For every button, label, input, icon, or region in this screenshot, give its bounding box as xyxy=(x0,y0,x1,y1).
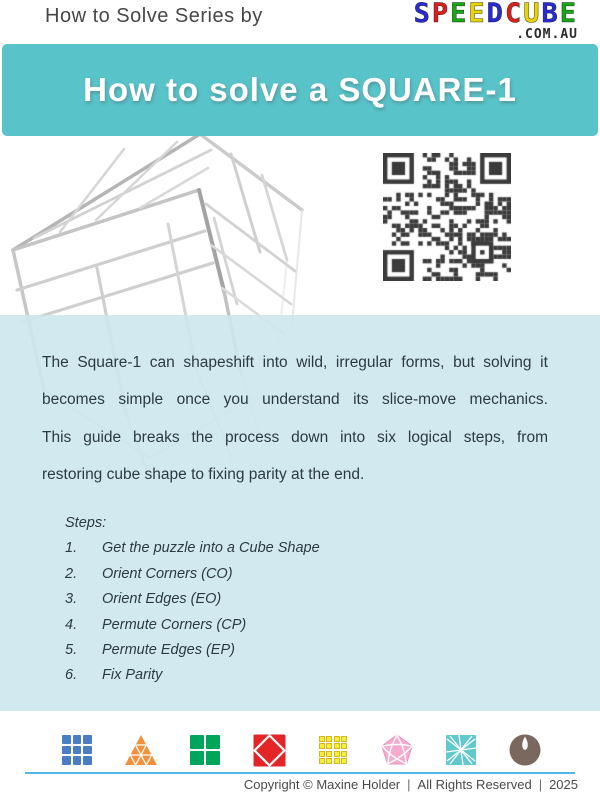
logo-domain: .COM.AU xyxy=(516,27,578,42)
step-item xyxy=(65,536,320,561)
step-number: 1. xyxy=(65,540,78,557)
logo-letter: E xyxy=(468,0,487,29)
steps-heading-label: Steps: xyxy=(65,515,107,531)
step-label: Permute Edges (EP) xyxy=(102,642,235,659)
footer-divider xyxy=(25,772,575,774)
title-banner xyxy=(2,44,598,136)
year-text: 2025 xyxy=(549,777,578,792)
intro-line: becomes simple once you understand its slice-move mechanics. xyxy=(42,391,548,409)
footer-separator: | xyxy=(407,777,411,792)
cube-2x2-grid xyxy=(190,735,220,765)
logo-letter: E xyxy=(559,0,578,29)
logo-letter: C xyxy=(504,0,524,29)
step-item xyxy=(65,638,320,663)
step-number: 6. xyxy=(65,667,78,684)
intro-line: The Square-1 can shapeshift into wild, irregular forms, but solving it xyxy=(42,353,548,371)
step-number: 4. xyxy=(65,616,78,633)
square1-icon xyxy=(444,733,478,767)
step-label: Permute Corners (CP) xyxy=(102,616,247,633)
logo-letter: B xyxy=(541,0,560,29)
speedcube-logo-wordmark xyxy=(414,0,578,27)
copyright-text: Copyright © Maxine Holder xyxy=(243,777,401,792)
steps-heading xyxy=(65,511,320,536)
step-label: Fix Parity xyxy=(102,667,163,684)
cube-4x4-grid xyxy=(319,736,348,765)
logo-letter: E xyxy=(450,0,469,29)
puzzle-icon-row xyxy=(60,731,542,769)
logo-letter: D xyxy=(486,0,505,29)
intro-line: This guide breaks the process down into six logical steps, from xyxy=(42,428,548,446)
step-label: Orient Edges (EO) xyxy=(102,591,222,608)
step-label: Orient Corners (CO) xyxy=(102,565,233,582)
qr-code xyxy=(383,153,511,281)
footer-copyright xyxy=(244,777,578,792)
speedcube-logo xyxy=(414,0,578,41)
step-item xyxy=(65,613,320,638)
cube-4x4-icon xyxy=(316,733,350,767)
cube-3x3-grid xyxy=(62,735,92,765)
step-label: Get the puzzle into a Cube Shape xyxy=(102,540,320,557)
step-item xyxy=(65,562,320,587)
logo-letter: P xyxy=(431,0,451,29)
steps-list xyxy=(65,511,320,689)
logo-letter: S xyxy=(413,0,432,29)
intro-line: restoring cube shape to fixing parity at the end. xyxy=(42,466,365,484)
step-item xyxy=(65,663,320,688)
cube-3x3-icon xyxy=(60,733,94,767)
pyraminx-icon xyxy=(124,733,158,767)
footer-separator: | xyxy=(538,777,543,792)
step-item xyxy=(65,587,320,612)
series-title: How to Solve Series by xyxy=(45,5,263,27)
intro-panel xyxy=(0,315,600,711)
step-number: 5. xyxy=(65,642,78,659)
cube-2x2-icon xyxy=(188,733,222,767)
intro-paragraph xyxy=(42,344,548,494)
page-title: How to solve a SQUARE-1 xyxy=(83,71,517,108)
clock-icon xyxy=(508,733,542,767)
megaminx-icon xyxy=(380,733,414,767)
step-number: 3. xyxy=(65,591,78,608)
logo-letter: U xyxy=(523,0,542,29)
step-number: 2. xyxy=(65,565,78,582)
rights-text: All Rights Reserved xyxy=(417,777,532,792)
skewb-icon xyxy=(252,733,286,767)
